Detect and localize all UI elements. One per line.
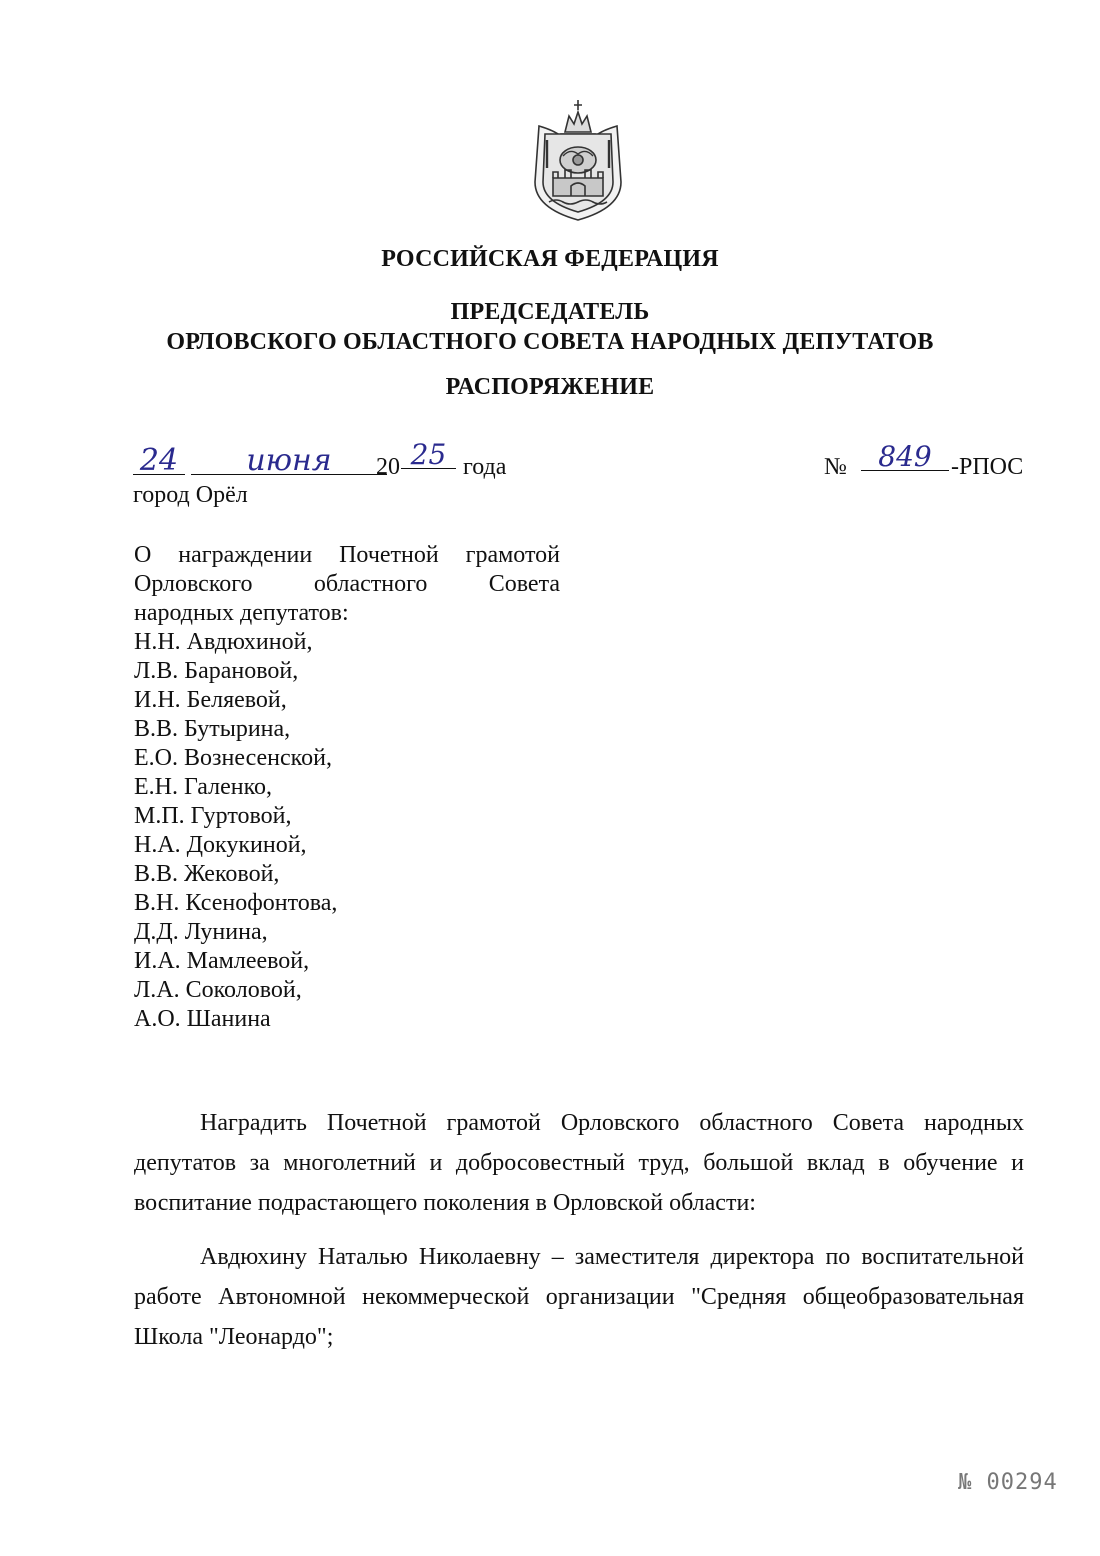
document-type-heading: РАСПОРЯЖЕНИЕ xyxy=(445,374,655,400)
date-year-field: 25 xyxy=(401,442,456,469)
subject-block xyxy=(134,541,560,1034)
country-heading: РОССИЙСКАЯ ФЕДЕРАЦИЯ xyxy=(381,246,719,272)
issuer-line-2: ОРЛОВСКОГО ОБЛАСТНОГО СОВЕТА НАРОДНЫХ ДЕПУТАТОВ xyxy=(166,329,934,355)
recipient-name: В.В. Бутырина, xyxy=(134,716,291,742)
award-paragraph: Наградить Почетной грамотой Орловского областного Совета народных депутатов за многолетний и добросовестный труд, большой вклад в обучение и воспитание подрастающего поколения в Орловской области: xyxy=(134,1110,1024,1216)
subject-line-1: О награждении Почетной грамотой xyxy=(134,542,560,568)
date-year-prefix: 20 xyxy=(376,454,400,480)
recipient-paragraph: Авдюхину Наталью Николаевну – заместителя директора по воспитательной работе Автономной некоммерческой организации "Средняя общеобразовательная Школа "Леонардо"; xyxy=(134,1244,1024,1350)
recipient-name: М.П. Гуртовой, xyxy=(134,803,292,829)
subject-line-3: народных депутатов: xyxy=(134,600,349,626)
recipient-name: В.В. Жековой, xyxy=(134,861,280,887)
recipient-name: Л.А. Соколовой, xyxy=(134,977,302,1003)
subject-line-2: Орловского областного Совета xyxy=(134,571,560,597)
date-day-field: 24 xyxy=(133,448,185,475)
recipient-name: Н.А. Докукиной, xyxy=(134,832,307,858)
coat-of-arms-icon xyxy=(525,96,631,224)
recipient-name: Н.Н. Авдюхиной, xyxy=(134,629,313,655)
recipient-name: И.Н. Беляевой, xyxy=(134,687,287,713)
date-number-line xyxy=(133,438,1024,488)
recipient-name: Д.Д. Лунина, xyxy=(134,919,268,945)
recipient-name: И.А. Мамлеевой, xyxy=(134,948,310,974)
date-month-field: июня xyxy=(191,448,387,475)
page-serial-number: № 00294 xyxy=(958,1470,1058,1495)
recipient-name: Л.В. Барановой, xyxy=(134,658,299,684)
city-label: город Орёл xyxy=(133,482,248,508)
recipient-name: Е.О. Вознесенской, xyxy=(134,745,332,771)
document-number-suffix: -РПОС xyxy=(951,454,1024,480)
document-number-field: 849 xyxy=(861,444,949,471)
recipient-name: В.Н. Ксенофонтова, xyxy=(134,890,338,916)
issuer-heading xyxy=(0,297,1100,357)
date-year-word: года xyxy=(463,454,507,480)
issuer-line-1: ПРЕДСЕДАТЕЛЬ xyxy=(450,299,650,325)
recipient-name: А.О. Шанина xyxy=(134,1006,271,1032)
number-sign: № xyxy=(824,454,847,480)
recipient-name: Е.Н. Галенко, xyxy=(134,774,273,800)
